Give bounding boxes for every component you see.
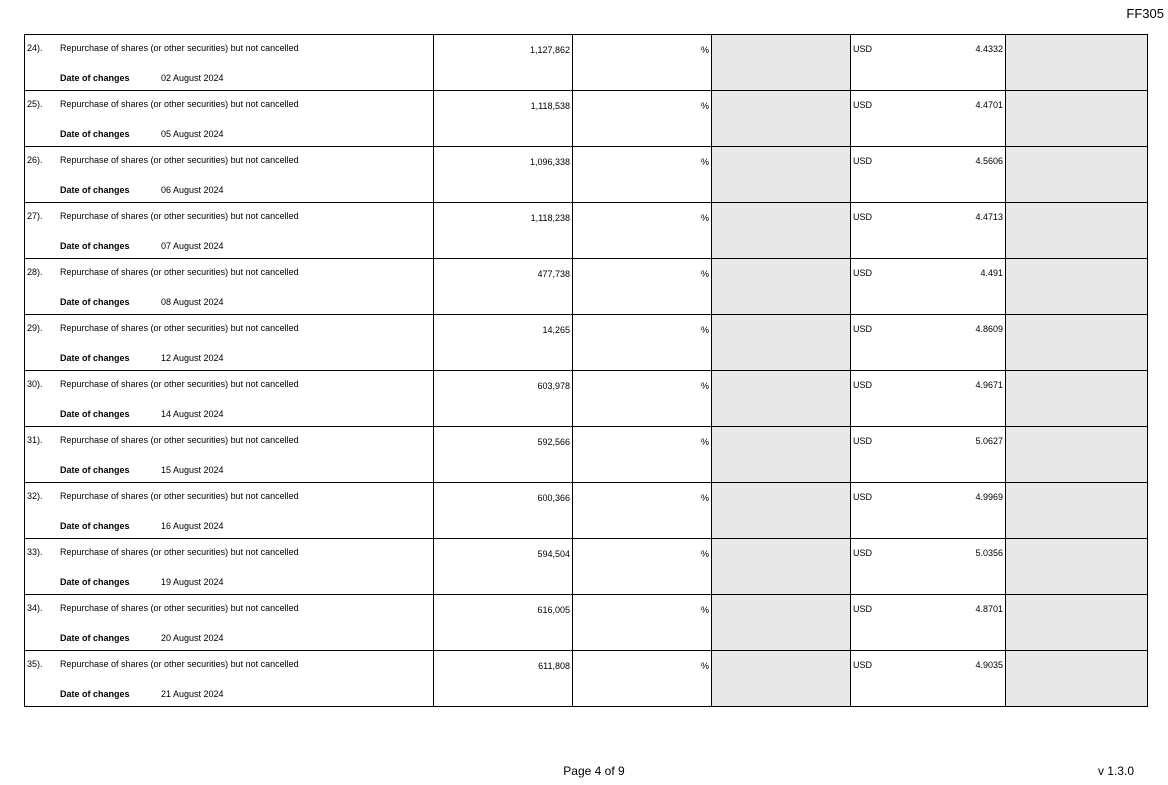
price-cell xyxy=(851,539,1006,595)
version-label: v 1.3.0 xyxy=(1097,764,1134,778)
currency-code: USD xyxy=(853,324,873,334)
row-index: 34). xyxy=(27,603,43,613)
table-row xyxy=(25,259,1148,315)
percent-symbol: % xyxy=(700,493,709,503)
currency-code: USD xyxy=(853,380,873,390)
number-of-shares: 611,808 xyxy=(538,661,570,671)
description-cell xyxy=(25,315,434,371)
table-row xyxy=(25,539,1148,595)
row-index: 35). xyxy=(27,659,43,669)
change-description: Repurchase of shares (or other securities) but not cancelled xyxy=(60,379,299,389)
shaded-cell xyxy=(1006,35,1148,91)
price-cell xyxy=(851,203,1006,259)
date-of-changes-label: Date of changes xyxy=(60,465,130,475)
number-of-shares: 14,265 xyxy=(542,325,570,335)
number-of-shares-cell xyxy=(434,539,573,595)
price-cell xyxy=(851,483,1006,539)
date-of-changes-value: 20 August 2024 xyxy=(161,633,224,643)
percent-cell xyxy=(573,595,712,651)
number-of-shares-cell xyxy=(434,427,573,483)
shaded-cell xyxy=(712,427,851,483)
number-of-shares-cell xyxy=(434,371,573,427)
date-of-changes-value: 16 August 2024 xyxy=(161,521,224,531)
table-row xyxy=(25,651,1148,707)
table-row xyxy=(25,371,1148,427)
description-cell xyxy=(25,203,434,259)
price-cell xyxy=(851,91,1006,147)
number-of-shares-cell xyxy=(434,595,573,651)
description-cell xyxy=(25,483,434,539)
page-number: Page 4 of 9 xyxy=(563,764,625,778)
row-index: 25). xyxy=(27,99,43,109)
shaded-cell xyxy=(1006,539,1148,595)
shaded-cell xyxy=(1006,91,1148,147)
change-description: Repurchase of shares (or other securities) but not cancelled xyxy=(60,435,299,445)
shaded-cell xyxy=(1006,371,1148,427)
price-value: 4.4701 xyxy=(975,100,1003,110)
percent-cell xyxy=(573,203,712,259)
shaded-cell xyxy=(712,595,851,651)
number-of-shares: 477,738 xyxy=(537,269,570,279)
price-value: 4.9671 xyxy=(975,380,1003,390)
shaded-cell xyxy=(712,539,851,595)
currency-code: USD xyxy=(853,100,873,110)
percent-symbol: % xyxy=(700,269,709,279)
percent-symbol: % xyxy=(700,157,709,167)
number-of-shares-cell xyxy=(434,483,573,539)
shaded-cell xyxy=(1006,483,1148,539)
number-of-shares: 1,096,338 xyxy=(529,157,570,167)
date-of-changes-value: 12 August 2024 xyxy=(161,353,224,363)
price-value: 4.4332 xyxy=(975,44,1003,54)
table-row xyxy=(25,91,1148,147)
percent-symbol: % xyxy=(700,605,709,615)
date-of-changes-label: Date of changes xyxy=(60,521,130,531)
price-value: 4.9035 xyxy=(975,660,1003,670)
date-of-changes-value: 21 August 2024 xyxy=(161,689,224,699)
percent-symbol: % xyxy=(700,213,709,223)
change-description: Repurchase of shares (or other securities) but not cancelled xyxy=(60,323,299,333)
change-description: Repurchase of shares (or other securities) but not cancelled xyxy=(60,491,299,501)
number-of-shares-cell xyxy=(434,259,573,315)
percent-cell xyxy=(573,91,712,147)
price-cell xyxy=(851,651,1006,707)
number-of-shares: 600,366 xyxy=(537,493,570,503)
number-of-shares-cell xyxy=(434,651,573,707)
number-of-shares-cell xyxy=(434,91,573,147)
form-code: FF305 xyxy=(1126,6,1164,21)
shaded-cell xyxy=(712,147,851,203)
date-of-changes-label: Date of changes xyxy=(60,353,130,363)
table-row xyxy=(25,147,1148,203)
row-index: 30). xyxy=(27,379,43,389)
change-description: Repurchase of shares (or other securities) but not cancelled xyxy=(60,211,299,221)
shaded-cell xyxy=(712,35,851,91)
percent-symbol: % xyxy=(700,45,709,55)
percent-cell xyxy=(573,259,712,315)
shaded-cell xyxy=(712,651,851,707)
currency-code: USD xyxy=(853,212,873,222)
date-of-changes-value: 05 August 2024 xyxy=(161,129,224,139)
price-value: 4.4713 xyxy=(975,212,1003,222)
date-of-changes-label: Date of changes xyxy=(60,689,130,699)
date-of-changes-label: Date of changes xyxy=(60,185,130,195)
date-of-changes-label: Date of changes xyxy=(60,633,130,643)
description-cell xyxy=(25,91,434,147)
price-cell xyxy=(851,371,1006,427)
price-value: 5.0627 xyxy=(975,436,1003,446)
percent-cell xyxy=(573,427,712,483)
number-of-shares: 1,118,238 xyxy=(530,213,570,223)
currency-code: USD xyxy=(853,548,873,558)
shaded-cell xyxy=(1006,259,1148,315)
shaded-cell xyxy=(1006,203,1148,259)
date-of-changes-value: 07 August 2024 xyxy=(161,241,224,251)
date-of-changes-label: Date of changes xyxy=(60,129,130,139)
currency-code: USD xyxy=(853,44,873,54)
description-cell xyxy=(25,259,434,315)
number-of-shares-cell xyxy=(434,147,573,203)
percent-cell xyxy=(573,483,712,539)
price-cell xyxy=(851,595,1006,651)
currency-code: USD xyxy=(853,268,873,278)
row-index: 28). xyxy=(27,267,43,277)
price-value: 4.5606 xyxy=(975,156,1003,166)
price-value: 4.8609 xyxy=(975,324,1003,334)
description-cell xyxy=(25,427,434,483)
price-cell xyxy=(851,147,1006,203)
shaded-cell xyxy=(1006,147,1148,203)
table-row xyxy=(25,595,1148,651)
row-index: 24). xyxy=(27,43,43,53)
price-cell xyxy=(851,35,1006,91)
shaded-cell xyxy=(712,315,851,371)
percent-cell xyxy=(573,371,712,427)
percent-symbol: % xyxy=(700,101,709,111)
price-value: 4.9969 xyxy=(975,492,1003,502)
table-row xyxy=(25,315,1148,371)
percent-cell xyxy=(573,539,712,595)
shaded-cell xyxy=(712,203,851,259)
number-of-shares: 603,978 xyxy=(537,381,570,391)
description-cell xyxy=(25,35,434,91)
price-value: 5.0356 xyxy=(975,548,1003,558)
percent-symbol: % xyxy=(700,437,709,447)
change-description: Repurchase of shares (or other securities) but not cancelled xyxy=(60,43,299,53)
row-index: 26). xyxy=(27,155,43,165)
number-of-shares-cell xyxy=(434,203,573,259)
date-of-changes-value: 02 August 2024 xyxy=(161,73,224,83)
percent-cell xyxy=(573,651,712,707)
price-cell xyxy=(851,259,1006,315)
row-index: 32). xyxy=(27,491,43,501)
table-row xyxy=(25,203,1148,259)
date-of-changes-label: Date of changes xyxy=(60,577,130,587)
percent-symbol: % xyxy=(700,381,709,391)
date-of-changes-label: Date of changes xyxy=(60,409,130,419)
row-index: 27). xyxy=(27,211,43,221)
row-index: 31). xyxy=(27,435,43,445)
number-of-shares-cell xyxy=(434,35,573,91)
table-row xyxy=(25,35,1148,91)
number-of-shares: 594,504 xyxy=(537,549,570,559)
price-value: 4.491 xyxy=(980,268,1003,278)
currency-code: USD xyxy=(853,492,873,502)
percent-cell xyxy=(573,35,712,91)
currency-code: USD xyxy=(853,436,873,446)
change-description: Repurchase of shares (or other securities) but not cancelled xyxy=(60,547,299,557)
percent-symbol: % xyxy=(700,661,709,671)
date-of-changes-value: 15 August 2024 xyxy=(161,465,224,475)
price-cell xyxy=(851,427,1006,483)
row-index: 29). xyxy=(27,323,43,333)
table-row xyxy=(25,427,1148,483)
currency-code: USD xyxy=(853,660,873,670)
change-description: Repurchase of shares (or other securities) but not cancelled xyxy=(60,155,299,165)
shaded-cell xyxy=(1006,427,1148,483)
change-description: Repurchase of shares (or other securities) but not cancelled xyxy=(60,603,299,613)
shaded-cell xyxy=(712,371,851,427)
currency-code: USD xyxy=(853,156,873,166)
percent-symbol: % xyxy=(700,549,709,559)
date-of-changes-value: 19 August 2024 xyxy=(161,577,224,587)
number-of-shares: 1,127,862 xyxy=(529,45,570,55)
number-of-shares: 1,118,538 xyxy=(530,101,570,111)
number-of-shares-cell xyxy=(434,315,573,371)
number-of-shares: 592,566 xyxy=(537,437,570,447)
description-cell xyxy=(25,147,434,203)
table-row xyxy=(25,483,1148,539)
price-value: 4.8701 xyxy=(975,604,1003,614)
description-cell xyxy=(25,651,434,707)
description-cell xyxy=(25,595,434,651)
shaded-cell xyxy=(1006,651,1148,707)
date-of-changes-value: 14 August 2024 xyxy=(161,409,224,419)
shaded-cell xyxy=(712,259,851,315)
price-cell xyxy=(851,315,1006,371)
changes-table xyxy=(24,34,1148,707)
change-description: Repurchase of shares (or other securities) but not cancelled xyxy=(60,659,299,669)
date-of-changes-value: 08 August 2024 xyxy=(161,297,224,307)
shaded-cell xyxy=(712,91,851,147)
shaded-cell xyxy=(1006,315,1148,371)
row-index: 33). xyxy=(27,547,43,557)
currency-code: USD xyxy=(853,604,873,614)
change-description: Repurchase of shares (or other securities) but not cancelled xyxy=(60,267,299,277)
percent-cell xyxy=(573,147,712,203)
number-of-shares: 616,005 xyxy=(537,605,570,615)
changes-table-body xyxy=(25,35,1148,707)
percent-symbol: % xyxy=(700,325,709,335)
percent-cell xyxy=(573,315,712,371)
description-cell xyxy=(25,371,434,427)
date-of-changes-value: 06 August 2024 xyxy=(161,185,224,195)
date-of-changes-label: Date of changes xyxy=(60,241,130,251)
change-description: Repurchase of shares (or other securities) but not cancelled xyxy=(60,99,299,109)
shaded-cell xyxy=(712,483,851,539)
description-cell xyxy=(25,539,434,595)
date-of-changes-label: Date of changes xyxy=(60,297,130,307)
shaded-cell xyxy=(1006,595,1148,651)
date-of-changes-label: Date of changes xyxy=(60,73,130,83)
